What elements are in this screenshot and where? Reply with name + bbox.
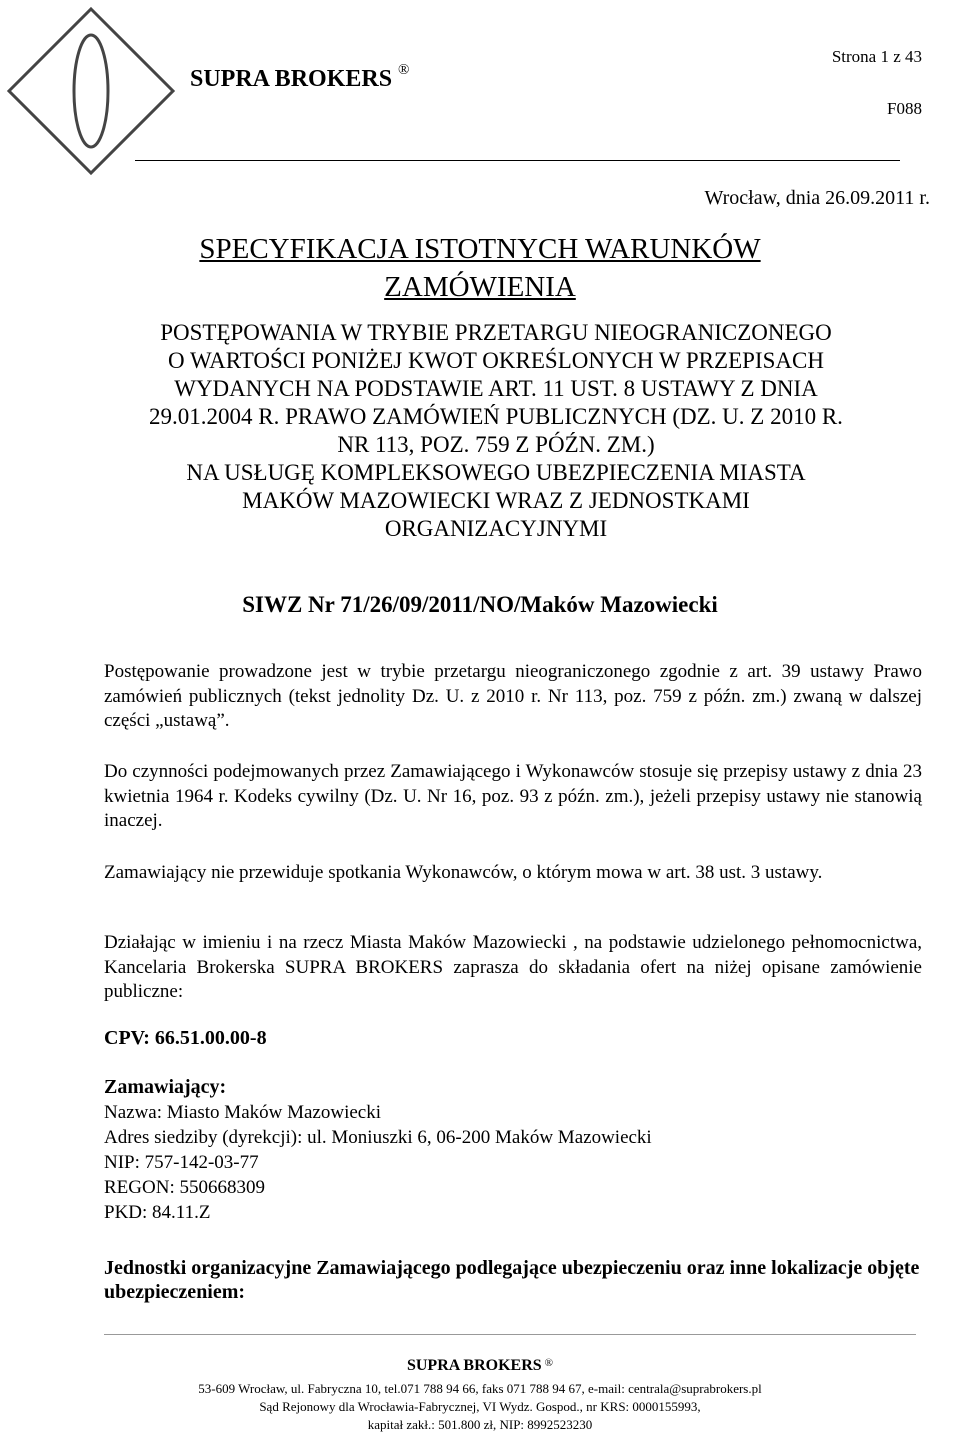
paragraph: Działając w imieniu i na rzecz Miasta Maków Mazowiecki , na podstawie udzielonego pełnomocnictwa, Kancelaria Brokerska SUPRA BROKERS zaprasza do składania ofert na niżej opisane zamówienie publiczne:: [104, 932, 922, 1002]
zamawiajacy-line: REGON: 550668309: [104, 1177, 265, 1198]
company-logo: [6, 6, 176, 176]
subtitle-line: O WARTOŚCI PONIŻEJ KWOT OKREŚLONYCH W PRZEPISACH: [168, 348, 824, 373]
subtitle-line: NA USŁUGĘ KOMPLEKSOWEGO UBEZPIECZENIA MIASTA: [186, 460, 806, 485]
units-heading: Jednostki organizacyjne Zamawiającego podlegające ubezpieczeniu oraz inne lokalizacje objęte ubezpieczeniem:: [104, 1257, 920, 1303]
zamawiajacy-line: Adres siedziby (dyrekcji): ul. Moniuszki 6, 06-200 Maków Mazowiecki: [104, 1127, 652, 1148]
document-subtitle: [100, 319, 892, 543]
zamawiajacy-heading: Zamawiający:: [104, 1076, 227, 1098]
siwz-number: SIWZ Nr 71/26/09/2011/NO/Maków Mazowiecki: [242, 592, 718, 617]
title-line: ZAMÓWIENIA: [384, 271, 576, 303]
subtitle-line: NR 113, POZ. 759 Z PÓŹN. ZM.): [337, 432, 655, 457]
footer-line: 53-609 Wrocław, ul. Fabryczna 10, tel.071 788 94 66, faks 071 788 94 67, e-mail: centrala@suprabrokers.pl: [198, 1381, 762, 1396]
footer-line: Sąd Rejonowy dla Wrocławia-Fabrycznej, VI Wydz. Gospod., nr KRS: 0000155993,: [259, 1399, 701, 1414]
document-title: [0, 230, 960, 306]
registered-mark: ®: [398, 62, 410, 78]
brand-name: [190, 62, 410, 93]
paragraph: Postępowanie prowadzone jest w trybie przetargu nieograniczonego zgodnie z art. 39 ustawy Prawo zamówień publicznych (tekst jednolity Dz. U. z 2010 r. Nr 113, poz. 759 z późn. zm.) zwaną w dalszej części „ustawą”.: [104, 661, 922, 731]
form-code: F088: [887, 99, 922, 118]
footer-line: kapitał zakł.: 501.800 zł, NIP: 8992523230: [367, 1417, 593, 1432]
header-rule: [135, 160, 900, 161]
place-date: Wrocław, dnia 26.09.2011 r.: [704, 187, 930, 209]
zamawiajacy-line: Nazwa: Miasto Maków Mazowiecki: [104, 1102, 382, 1123]
subtitle-line: POSTĘPOWANIA W TRYBIE PRZETARGU NIEOGRANICZONEGO: [160, 320, 832, 345]
subtitle-line: 29.01.2004 R. PRAWO ZAMÓWIEŃ PUBLICZNYCH (DZ. U. Z 2010 R.: [149, 404, 843, 429]
paragraph: Do czynności podejmowanych przez Zamawiającego i Wykonawców stosuje się przepisy ustawy z dnia 23 kwietnia 1964 r. Kodeks cywilny (Dz. U. Nr 16, poz. 93 z późn. zm.), jeżeli przepisy ustawy nie stanowią inaczej.: [104, 761, 922, 831]
paragraph: Zamawiający nie przewiduje spotkania Wykonawców, o którym mowa w art. 38 ust. 3 ustawy.: [104, 862, 823, 883]
cpv-code: CPV: 66.51.00.00-8: [104, 1027, 267, 1049]
brand-text: SUPRA BROKERS: [190, 66, 393, 92]
subtitle-line: MAKÓW MAZOWIECKI WRAZ Z JEDNOSTKAMI: [242, 488, 750, 513]
page-number: Strona 1 z 43: [831, 47, 922, 66]
zamawiajacy-line: NIP: 757-142-03-77: [104, 1152, 259, 1173]
footer-registered-mark: ®: [544, 1357, 554, 1369]
footer-rule: [104, 1334, 916, 1335]
subtitle-line: ORGANIZACYJNYMI: [384, 516, 608, 541]
footer-brand: [0, 1357, 960, 1375]
zamawiajacy-line: PKD: 84.11.Z: [104, 1202, 211, 1223]
footer-brand-text: SUPRA BROKERS: [406, 1357, 542, 1374]
subtitle-line: WYDANYCH NA PODSTAWIE ART. 11 UST. 8 USTAWY Z DNIA: [174, 376, 818, 401]
title-line: SPECYFIKACJA ISTOTNYCH WARUNKÓW: [199, 233, 761, 265]
